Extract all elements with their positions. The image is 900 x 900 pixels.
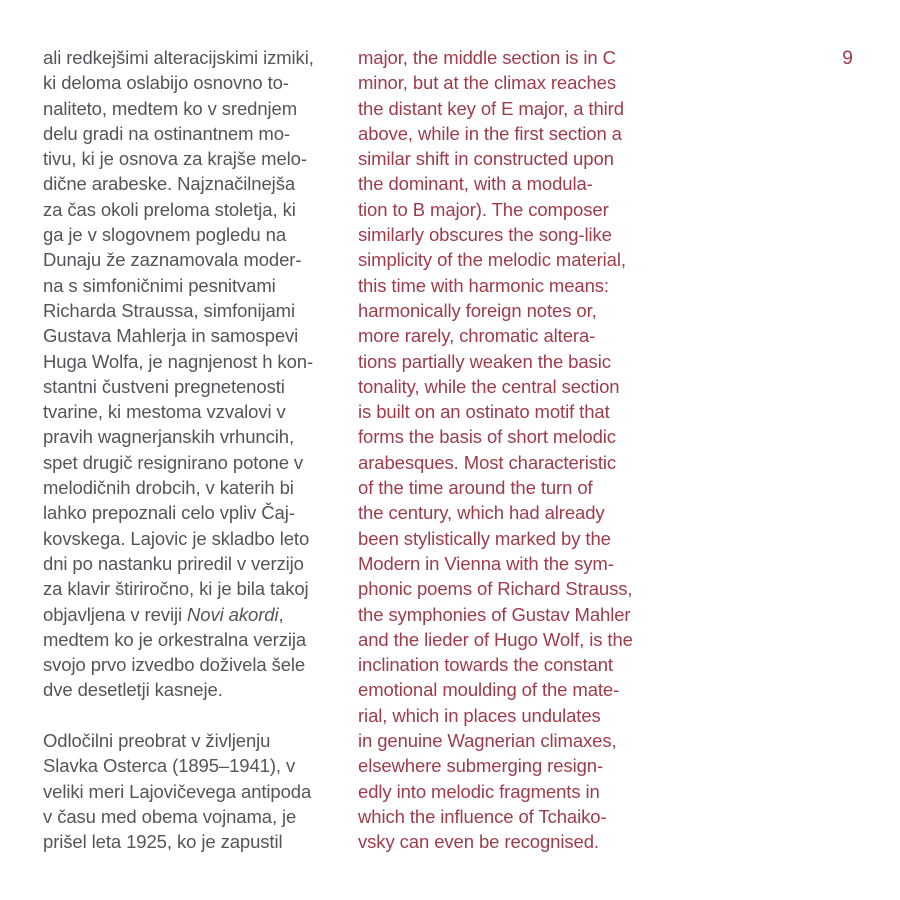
paragraph: [358, 45, 663, 855]
text-line: similarly obscures the song-like: [358, 224, 612, 246]
page-number: 9: [842, 47, 853, 69]
text-line: the century, which had already: [358, 502, 605, 524]
text-line: dve desetletji kasneje.: [43, 679, 223, 701]
text-line: tvarine, ki mestoma vzvalovi v: [43, 401, 286, 423]
text-line: naliteto, medtem ko v srednjem: [43, 97, 298, 119]
text-line: harmonically foreign notes or,: [358, 299, 597, 321]
text-line: ga je v slogovnem pogledu na: [43, 224, 287, 246]
text-line: Dunaju že zaznamovala moder-: [43, 249, 302, 271]
text-line: Modern in Vienna with the sym-: [358, 552, 614, 574]
text-line: is built on an ostinato motif that: [358, 401, 610, 423]
text-line: vsky can even be recognised.: [358, 831, 599, 853]
text-line: phonic poems of Richard Strauss,: [358, 578, 633, 600]
text-line: v času med obema vojnama, je: [43, 805, 297, 827]
text-line: inclination towards the constant: [358, 654, 613, 676]
text-line: za klavir štiriročno, ki je bila takoj: [43, 578, 309, 600]
text-line: dni po nastanku priredil v verzijo: [43, 552, 304, 574]
text-line: tions partially weaken the basic: [358, 350, 611, 372]
text-line: tion to B major). The composer: [358, 198, 609, 220]
text-line: Gustava Mahlerja in samospevi: [43, 325, 299, 347]
text-line: which the influence of Tchaiko-: [358, 805, 607, 827]
text-segment: ,: [278, 603, 284, 625]
text-line: [43, 602, 348, 627]
paragraph: [43, 728, 348, 854]
text-line: Odločilni preobrat v življenju: [43, 730, 271, 752]
text-line: za čas okoli preloma stoletja, ki: [43, 198, 296, 220]
text-line: spet drugič resignirano potone v: [43, 451, 304, 473]
paragraph: [43, 45, 348, 703]
text-line: ali redkejšimi alteracijskimi izmiki,: [43, 47, 314, 68]
text-line: and the lieder of Hugo Wolf, is the: [358, 628, 633, 650]
text-line: Huga Wolfa, je nagnjenost h kon-: [43, 350, 314, 372]
text-line: simplicity of the melodic material,: [358, 249, 626, 271]
text-line: dične arabeske. Najznačilnejša: [43, 173, 296, 195]
text-line: stantni čustveni pregnetenosti: [43, 375, 285, 397]
text-line: medtem ko je orkestralna verzija: [43, 628, 307, 650]
text-line: major, the middle section is in C: [358, 47, 616, 68]
text-line: delu gradi na ostinantnem mo-: [43, 122, 290, 144]
text-line: na s simfoničnimi pesnitvami: [43, 274, 276, 296]
column-slovenian-text: [43, 45, 348, 855]
text-line: tonality, while the central section: [358, 375, 620, 397]
text-line: melodičnih drobcih, v katerih bi: [43, 477, 294, 499]
text-line: more rarely, chromatic altera-: [358, 325, 596, 347]
text-line: the dominant, with a modula-: [358, 173, 593, 195]
text-line: the symphonies of Gustav Mahler: [358, 603, 631, 625]
text-line: this time with harmonic means:: [358, 274, 609, 296]
text-line: above, while in the first section a: [358, 122, 622, 144]
text-line: emotional moulding of the mate-: [358, 679, 620, 701]
text-line: rial, which in places undulates: [358, 704, 601, 726]
text-line: ki deloma oslabijo osnovno to-: [43, 72, 289, 94]
text-line: of the time around the turn of: [358, 477, 593, 499]
text-line: pravih wagnerjanskih vrhuncih,: [43, 426, 294, 448]
text-line: Slavka Osterca (1895–1941), v: [43, 755, 296, 777]
text-line: lahko prepoznali celo vpliv Čaj-: [43, 502, 295, 524]
text-line: kovskega. Lajovic je skladbo leto: [43, 527, 310, 549]
text-line: veliki meri Lajovičevega antipoda: [43, 780, 312, 802]
text-line: minor, but at the climax reaches: [358, 72, 616, 94]
text-line: similar shift in constructed upon: [358, 148, 614, 170]
text-line: svojo prvo izvedbo doživela šele: [43, 654, 306, 676]
text-line: edly into melodic fragments in: [358, 780, 600, 802]
text-line: in genuine Wagnerian climaxes,: [358, 730, 617, 752]
text-line: prišel leta 1925, ko je zapustil: [43, 831, 283, 853]
italic-journal-title: Novi akordi: [187, 603, 279, 625]
text-segment: objavljena v reviji: [43, 603, 188, 625]
text-line: tivu, ki je osnova za krajše melo-: [43, 148, 307, 170]
text-line: the distant key of E major, a third: [358, 97, 624, 119]
text-line: been stylistically marked by the: [358, 527, 611, 549]
column-english-text: [358, 45, 663, 855]
text-line: arabesques. Most characteristic: [358, 451, 617, 473]
text-line: Richarda Straussa, simfonijami: [43, 299, 295, 321]
text-line: elsewhere submerging resign-: [358, 755, 604, 777]
text-line: forms the basis of short melodic: [358, 426, 616, 448]
